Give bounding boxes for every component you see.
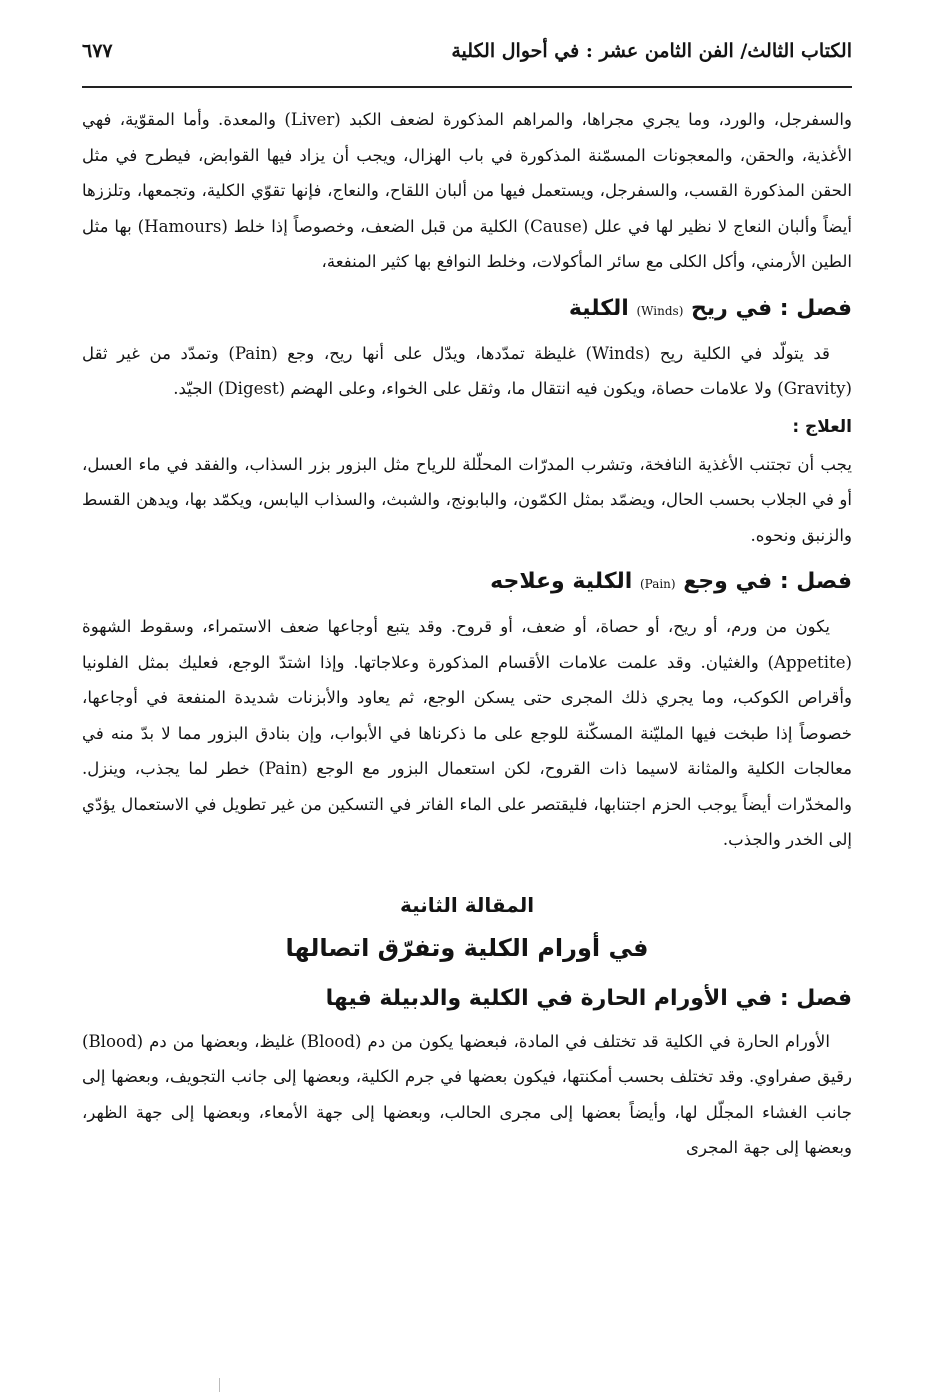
section-heading-suffix: الكلية [568, 295, 629, 321]
section-heading-prefix: فصل : في وجع [683, 569, 852, 594]
paragraph-pain: يكون من ورم، أو ريح، أو حصاة، أو ضعف، أو قروح. وقد يتبع أوجاعها ضعف الاستمراء، وسقوط الشهوة (Appetite) والغثيان. وقد علمت علامات الأقسام المذكورة وعلاجاتها. وإذا اشتدّ الوجع، فعليك بمثل الفلونيا وأقراص الكوكب، وما يجري ذلك المجرى حتى يسكن الوجع، ثم يعاود والأبزنات شديدة المنفعة في أوجاعها، خصوصاً إذا طبخت فيها المليّنة المسكّنة للوجع على ما ذكرناها في الأبواب، وإن بنادق البزور مما لا بدّ منه في معالجات الكلية والمثانة لاسيما ذات القروح، لكن استعمال البزور مع الوجع (Pain) خطر لما يجذب، وينزل. والمخدّرات أيضاً يوجب الحزم اجتنابها، فليقتصر على الماء الفاتر في التسكين من غير تطويل في الاستعمال يؤدّي إلى الخدر والجذب. [82, 617, 852, 849]
paragraph-continuation: والسفرجل، والورد، وما يجري مجراها، والمراهم المذكورة لضعف الكبد (Liver) والمعدة. وأما المقوّية، فهي الأغذية، والحقن، والمعجونات المسمّنة المذكورة في باب الهزال، ويجب أن يزاد فيها القوابض، فيطرح في مثل الحقن المذكورة القسب، والسفرجل، ويستعمل فيها من ألبان اللقاح، والنعاج، فإنها تقوّي الكلية، وتجمعها، وتلززها أيضاً وألبان النعاج لا نظير لها في علل (Cause) الكلية من قبل الضعف، وخصوصاً إذا خلط (Hamours) بها مثل الطين الأرمني، وأكل الكلى مع سائر المأكولات، وخلط النوافع بها كثير المنفعة، [82, 110, 853, 271]
section-heading-hot-swellings: فصل : في الأورام الحارة في الكلية والدبيلة فيها [325, 985, 852, 1011]
scan-mark [219, 1378, 220, 1392]
header-title: الكتاب الثالث/ الفن الثامن عشر : في أحوال الكلية [451, 40, 852, 62]
paragraph-winds: قد يتولّد في الكلية ريح (Winds) غليظة تمدّدها، ويدّل على أنها ريح، وجع (Pain) وتمدّد من غير ثقل (Gravity) ولا علامات حصاة، ويكون فيه انتقال ما، وثقل على الخواء، وعلى الهضم (Digest) الجيّد. [82, 343, 852, 398]
section-heading-winds [82, 290, 852, 330]
section-heading-prefix: فصل : في ريح [691, 295, 852, 321]
paragraph-treatment: يجب أن تجتنب الأغذية النافخة، وتشرب المدرّات المحلّلة للرياح مثل البزور بزر السذاب، والفقد في ماء العسل، أو في الجلاب بحسب الحال، ويضمّد بمثل الكمّون، والبابونج، والشبث، والسذاب اليابس، ويكمّد بها، ويدهن القسط والزنبق ونحوه. [82, 454, 852, 545]
article-title-line2: في أورام الكلية وتفرّق اتصالها [285, 933, 649, 962]
book-page [82, 40, 852, 1166]
running-header [82, 40, 852, 86]
page-number: ٦٧٧ [82, 40, 113, 62]
section-heading-term: (Winds) [636, 303, 684, 318]
article-title [82, 884, 852, 970]
header-rule [82, 86, 852, 88]
paragraph-hot-swellings: الأورام الحارة في الكلية قد تختلف في المادة، فبعضها يكون من دم (Blood) غليظ، وبعضها من دم (Blood) رقيق صفراوي. وقد تختلف بحسب أمكنتها، فيكون بعضها في جرم الكلية، وبعضها إلى جانب التجويف، وبعضها إلى جانب الغشاء المجلّل لها، وأيضاً بعضها إلى مجرى الحالب، وبعضها إلى جهة الأمعاء، وبعضها إلى جهة الظهر، وبعضها إلى جهة المجرى [82, 1031, 852, 1157]
section-heading-suffix: الكلية وعلاجه [490, 569, 633, 594]
section-heading-term: (Pain) [639, 577, 676, 591]
section-heading-pain [82, 563, 852, 603]
article-title-line1: المقالة الثانية [399, 892, 535, 917]
subheading-treatment: العلاج : [792, 416, 852, 437]
